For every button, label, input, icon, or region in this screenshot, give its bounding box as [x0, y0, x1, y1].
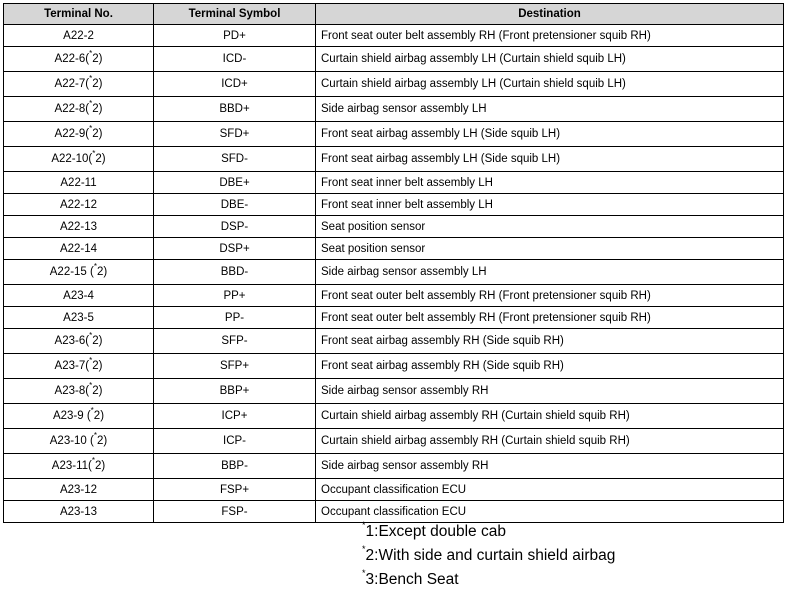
closing-paren: ) [98, 335, 103, 347]
table-row [4, 379, 784, 404]
terminal-symbol: PP- [154, 307, 316, 329]
terminal-symbol: FSP- [154, 501, 316, 523]
terminal-no-cell [4, 260, 154, 285]
table-row [4, 172, 784, 194]
table-header-row [4, 4, 784, 25]
table-row [4, 47, 784, 72]
terminal-no-cell [4, 72, 154, 97]
footnote-asterisk: * [89, 356, 93, 365]
footnote-text: 1:Except double cab [365, 523, 506, 540]
footnote-ref: 2 [95, 153, 102, 165]
destination: Front seat inner belt assembly LH [316, 172, 784, 194]
terminal-no: A22-10( [51, 153, 93, 165]
destination: Side airbag sensor assembly LH [316, 97, 784, 122]
header-terminal-no: Terminal No. [4, 4, 154, 25]
footnote-ref: 2 [92, 335, 99, 347]
destination: Front seat airbag assembly LH (Side squib LH) [316, 147, 784, 172]
destination: Front seat outer belt assembly RH (Front pretensioner squib RH) [316, 307, 784, 329]
terminal-no-cell [4, 172, 154, 194]
terminal-symbol: FSP+ [154, 479, 316, 501]
terminal-symbol: SFP- [154, 329, 316, 354]
terminal-no: A22-12 [59, 198, 98, 211]
terminal-no: A23-5 [63, 311, 94, 324]
terminal-no: A23-7( [54, 360, 90, 372]
terminal-no-cell [4, 329, 154, 354]
table-row [4, 25, 784, 47]
terminal-symbol: DBE- [154, 194, 316, 216]
footnote-ref: 2 [92, 78, 99, 90]
terminal-symbol: BBD- [154, 260, 316, 285]
terminal-table [3, 3, 784, 523]
terminal-no-cell [4, 479, 154, 501]
terminal-symbol: ICP+ [154, 404, 316, 429]
destination: Curtain shield airbag assembly RH (Curtain shield squib RH) [316, 404, 784, 429]
footnote-asterisk: * [91, 456, 95, 465]
terminal-no-cell [4, 194, 154, 216]
closing-paren: ) [103, 435, 108, 447]
destination: Front seat outer belt assembly RH (Front pretensioner squib RH) [316, 25, 784, 47]
terminal-no: A23-4 [63, 289, 94, 302]
footnote-ref: 2 [93, 410, 101, 422]
footnote-text: 2:With side and curtain shield airbag [365, 547, 616, 564]
terminal-no: A22-2 [63, 29, 94, 42]
terminal-no: A23-9 ( [52, 410, 91, 422]
footnote-asterisk: * [89, 124, 93, 133]
table-row [4, 329, 784, 354]
terminal-no-cell [4, 379, 154, 404]
terminal-symbol: BBP+ [154, 379, 316, 404]
footnote [362, 544, 615, 568]
destination: Side airbag sensor assembly RH [316, 379, 784, 404]
header-destination: Destination [316, 4, 784, 25]
footnote [362, 568, 615, 592]
terminal-no-cell [4, 216, 154, 238]
table-row [4, 354, 784, 379]
terminal-no-cell [4, 429, 154, 454]
terminal-no-cell [4, 47, 154, 72]
footnote-ref: 2 [92, 128, 99, 140]
footnote-text: 3:Bench Seat [365, 571, 459, 588]
terminal-symbol: ICP- [154, 429, 316, 454]
destination: Seat position sensor [316, 216, 784, 238]
terminal-symbol: SFD- [154, 147, 316, 172]
terminal-no-cell [4, 238, 154, 260]
footnote [362, 520, 615, 544]
destination: Curtain shield airbag assembly LH (Curtain shield squib LH) [316, 72, 784, 97]
destination: Side airbag sensor assembly RH [316, 454, 784, 479]
footnote-asterisk: * [89, 74, 93, 83]
destination: Front seat outer belt assembly RH (Front pretensioner squib RH) [316, 285, 784, 307]
terminal-no: A22-14 [59, 242, 98, 255]
terminal-no-cell [4, 501, 154, 523]
terminal-no: A23-10 ( [49, 435, 94, 447]
terminal-no: A23-11( [51, 460, 92, 472]
footnote-mark: * [362, 568, 366, 578]
terminal-no-cell [4, 25, 154, 47]
terminal-symbol: PD+ [154, 25, 316, 47]
terminal-symbol: ICD+ [154, 72, 316, 97]
destination: Side airbag sensor assembly LH [316, 260, 784, 285]
terminal-no-cell [4, 354, 154, 379]
terminal-symbol: SFP+ [154, 354, 316, 379]
terminal-no-cell [4, 404, 154, 429]
closing-paren: ) [98, 128, 103, 140]
footnote-ref: 2 [92, 385, 99, 397]
footnote-ref: 2 [94, 460, 102, 472]
footnote-ref: 2 [92, 360, 99, 372]
terminal-no: A22-7( [54, 78, 90, 90]
table-row [4, 307, 784, 329]
table-row [4, 216, 784, 238]
destination: Front seat airbag assembly LH (Side squib LH) [316, 122, 784, 147]
destination: Curtain shield airbag assembly LH (Curtain shield squib LH) [316, 47, 784, 72]
terminal-no: A23-8( [54, 385, 90, 397]
table-row [4, 479, 784, 501]
terminal-no: A22-6( [54, 53, 90, 65]
destination: Curtain shield airbag assembly RH (Curtain shield squib RH) [316, 429, 784, 454]
table-row [4, 147, 784, 172]
closing-paren: ) [98, 385, 103, 397]
table-row [4, 454, 784, 479]
terminal-no: A22-8( [54, 103, 90, 115]
table-row [4, 97, 784, 122]
closing-paren: ) [103, 266, 108, 278]
table-row [4, 122, 784, 147]
terminal-symbol: DSP+ [154, 238, 316, 260]
footnote-ref: 2 [92, 53, 99, 65]
footnote-asterisk: * [89, 331, 93, 340]
table-row [4, 72, 784, 97]
destination: Front seat inner belt assembly LH [316, 194, 784, 216]
destination: Front seat airbag assembly RH (Side squib RH) [316, 329, 784, 354]
table-row [4, 260, 784, 285]
terminal-symbol: BBD+ [154, 97, 316, 122]
terminal-symbol: DSP- [154, 216, 316, 238]
terminal-no: A22-13 [59, 220, 98, 233]
header-terminal-symbol: Terminal Symbol [154, 4, 316, 25]
destination: Occupant classification ECU [316, 479, 784, 501]
terminal-symbol: SFD+ [154, 122, 316, 147]
closing-paren: ) [101, 460, 106, 472]
terminal-no: A22-15 ( [49, 266, 94, 278]
closing-paren: ) [100, 410, 105, 422]
terminal-no: A23-13 [59, 505, 98, 518]
table-row [4, 404, 784, 429]
closing-paren: ) [98, 53, 103, 65]
terminal-no: A23-6( [54, 335, 90, 347]
footnote-asterisk: * [93, 262, 97, 271]
terminal-symbol: PP+ [154, 285, 316, 307]
footnote-asterisk: * [90, 406, 94, 415]
terminal-symbol: ICD- [154, 47, 316, 72]
terminal-no-cell [4, 147, 154, 172]
footnote-ref: 2 [96, 435, 104, 447]
closing-paren: ) [101, 153, 106, 165]
table-row [4, 285, 784, 307]
terminal-no-cell [4, 285, 154, 307]
terminal-no-cell [4, 307, 154, 329]
footnote-ref: 2 [92, 103, 99, 115]
footnote-mark: * [362, 544, 366, 554]
footnote-asterisk: * [93, 431, 97, 440]
destination: Occupant classification ECU [316, 501, 784, 523]
closing-paren: ) [98, 78, 103, 90]
closing-paren: ) [98, 360, 103, 372]
terminal-no-cell [4, 122, 154, 147]
terminal-no-cell [4, 454, 154, 479]
table-row [4, 429, 784, 454]
terminal-no: A23-12 [59, 483, 98, 496]
footnote-asterisk: * [89, 381, 93, 390]
destination: Front seat airbag assembly RH (Side squib RH) [316, 354, 784, 379]
footnote-ref: 2 [96, 266, 104, 278]
footnote-asterisk: * [92, 149, 96, 158]
terminal-no: A22-11 [60, 176, 97, 189]
terminal-symbol: BBP- [154, 454, 316, 479]
footnotes [362, 520, 615, 592]
table-row [4, 238, 784, 260]
closing-paren: ) [98, 103, 103, 115]
terminal-no-cell [4, 97, 154, 122]
footnote-asterisk: * [89, 99, 93, 108]
table-body [4, 25, 784, 523]
table-row [4, 194, 784, 216]
footnote-mark: * [362, 520, 366, 530]
terminal-no: A22-9( [54, 128, 90, 140]
destination: Seat position sensor [316, 238, 784, 260]
footnote-asterisk: * [89, 49, 93, 58]
terminal-symbol: DBE+ [154, 172, 316, 194]
